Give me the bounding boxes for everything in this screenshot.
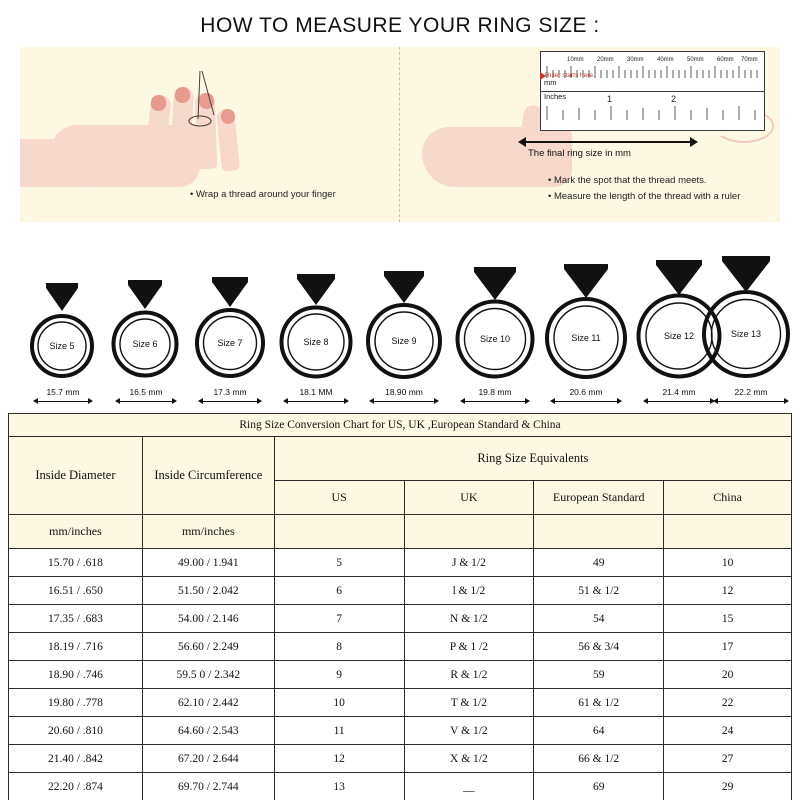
measure-bar: [198, 398, 262, 405]
unit-us-spacer: [274, 515, 404, 549]
ruler-tick-40mm: 40mm: [657, 57, 674, 63]
ring-size-label: Size 12: [663, 331, 695, 341]
cell-diameter: 19.80 / .778: [9, 689, 143, 717]
cell-china: 10: [664, 549, 792, 577]
header-china: China: [664, 481, 792, 515]
ring-mm-size-12: [643, 387, 715, 405]
cell-diameter: 22.20 / .874: [9, 773, 143, 800]
unit-eu-spacer: [534, 515, 664, 549]
ring-size-label: Size 10: [479, 334, 511, 344]
measure-bar: [643, 398, 715, 405]
cell-us: 5: [274, 549, 404, 577]
table-row: [9, 717, 792, 745]
cell-us: 9: [274, 661, 404, 689]
instruction-panels: [20, 47, 780, 222]
cell-eu: 54: [534, 605, 664, 633]
measure-bar: [33, 398, 93, 405]
cell-us: 10: [274, 689, 404, 717]
ring-size-label: Size 13: [730, 329, 762, 339]
ring-mm-text: 20.6 mm: [569, 387, 603, 397]
cell-eu: 61 & 1/2: [534, 689, 664, 717]
ruler-tick-inch-1: 1: [607, 94, 613, 104]
cell-circumference: 67.20 / 2.644: [142, 745, 274, 773]
ring-illustration-size-11: [539, 252, 633, 381]
ring-illustration-size-13: [695, 244, 797, 381]
ruler-graphic: [540, 51, 765, 131]
cell-circumference: 51.50 / 2.042: [142, 577, 274, 605]
measure-bar: [115, 398, 177, 405]
ring-svg: [360, 259, 448, 381]
panel-wrap-thread: [20, 47, 400, 222]
cell-us: 7: [274, 605, 404, 633]
cell-uk: R & 1/2: [404, 661, 534, 689]
unit-uk-spacer: [404, 515, 534, 549]
ring-mm-text: 22.2 mm: [734, 387, 768, 397]
table-caption-row: [9, 414, 792, 437]
ruler-tick-inch-2: 2: [671, 94, 677, 104]
ring-mm-text: 16.5 mm: [129, 387, 163, 397]
table-row: [9, 549, 792, 577]
cell-us: 6: [274, 577, 404, 605]
measure-bar: [283, 398, 349, 405]
cell-eu: 51 & 1/2: [534, 577, 664, 605]
ring-illustration-size-6: [105, 268, 185, 381]
table-row: [9, 633, 792, 661]
ring-size-label: Size 8: [303, 337, 329, 347]
measure-bar: [550, 398, 622, 405]
ring-mm-size-13: [713, 387, 789, 405]
cell-circumference: 62.10 / 2.442: [142, 689, 274, 717]
cell-china: 15: [664, 605, 792, 633]
ring-svg: [273, 262, 359, 381]
ring-mm-size-5: [33, 387, 93, 405]
ruler-tick-20mm: 20mm: [597, 57, 614, 63]
panel-measure-thread: [400, 47, 780, 222]
header-european-standard: European Standard: [534, 481, 664, 515]
ring-mm-size-6: [115, 387, 177, 405]
ring-svg: [105, 268, 185, 381]
cell-circumference: 54.00 / 2.146: [142, 605, 274, 633]
ring-mm-text: 19.8 mm: [478, 387, 512, 397]
cell-diameter: 16.51 / .650: [9, 577, 143, 605]
ring-mm-size-8: [283, 387, 349, 405]
ruler-start-label: Ruler starts here.: [545, 72, 595, 79]
header-inside-diameter: Inside Diameter: [9, 437, 143, 515]
instruction-left-text: • Wrap a thread around your finger: [190, 189, 336, 200]
measure-bar: [369, 398, 439, 405]
table-row: [9, 745, 792, 773]
ring-mm-size-9: [369, 387, 439, 405]
ring-size-label: Size 9: [391, 336, 417, 346]
cell-us: 8: [274, 633, 404, 661]
table-row: [9, 605, 792, 633]
cell-eu: 56 & 3/4: [534, 633, 664, 661]
ring-svg: [449, 255, 541, 381]
table-caption: Ring Size Conversion Chart for US, UK ,European Standard & China: [9, 414, 792, 437]
ring-mm-size-11: [550, 387, 622, 405]
ring-svg: [188, 265, 272, 381]
arrow-bar: [524, 141, 692, 143]
ring-size-label: Size 6: [132, 339, 158, 349]
ruler-ticks: [541, 52, 766, 132]
ring-mm-text: 15.7 mm: [46, 387, 80, 397]
cell-eu: 59: [534, 661, 664, 689]
ring-mm-text: 18.1 MM: [299, 387, 333, 397]
cell-uk: T & 1/2: [404, 689, 534, 717]
cell-eu: 49: [534, 549, 664, 577]
table-row: [9, 773, 792, 800]
cell-diameter: 15.70 / .618: [9, 549, 143, 577]
unit-china-spacer: [664, 515, 792, 549]
cell-circumference: 56.60 / 2.249: [142, 633, 274, 661]
cell-circumference: 69.70 / 2.744: [142, 773, 274, 800]
ring-mm-size-10: [460, 387, 530, 405]
header-us: US: [274, 481, 404, 515]
cell-us: 13: [274, 773, 404, 800]
table-row: [9, 577, 792, 605]
ruler-tick-60mm: 60mm: [717, 57, 734, 63]
ruler-tick-30mm: 30mm: [627, 57, 644, 63]
cell-diameter: 18.90 / .746: [9, 661, 143, 689]
header-ring-size-equivalents: Ring Size Equivalents: [274, 437, 791, 481]
cell-china: 12: [664, 577, 792, 605]
table-row: [9, 661, 792, 689]
cell-uk: X & 1/2: [404, 745, 534, 773]
header-inside-circumference: Inside Circumference: [142, 437, 274, 515]
ring-svg: [23, 271, 101, 381]
ruler-caption: The final ring size in mm: [528, 148, 631, 159]
thread-illustration: [150, 69, 270, 189]
ruler-tick-50mm: 50mm: [687, 57, 704, 63]
ruler-unit-inches: Inches: [544, 92, 567, 101]
ring-size-conversion-table: [8, 413, 792, 800]
ring-mm-row: [5, 383, 795, 405]
cell-circumference: 59.5 0 / 2.342: [142, 661, 274, 689]
cell-circumference: 49.00 / 1.941: [142, 549, 274, 577]
cell-eu: 66 & 1/2: [534, 745, 664, 773]
ring-illustration-size-9: [360, 259, 448, 381]
arrow-head-right-icon: [690, 137, 698, 147]
table-row: [9, 689, 792, 717]
cell-uk: l & 1/2: [404, 577, 534, 605]
cell-china: 24: [664, 717, 792, 745]
cell-diameter: 18.19 / .716: [9, 633, 143, 661]
cell-china: 17: [664, 633, 792, 661]
ring-size-label: Size 7: [217, 338, 243, 348]
cell-us: 11: [274, 717, 404, 745]
ruler-tick-70mm: 70mm: [741, 57, 758, 63]
cell-uk: P & 1 /2: [404, 633, 534, 661]
cell-china: 20: [664, 661, 792, 689]
instruction-right-text-2: • Measure the length of the thread with a ruler: [548, 191, 741, 202]
cell-china: 29: [664, 773, 792, 800]
unit-diameter: mm/inches: [9, 515, 143, 549]
ruler-tick-10mm: 10mm: [567, 57, 584, 63]
page-title: HOW TO MEASURE YOUR RING SIZE :: [200, 14, 600, 37]
ring-size-illustrations: [5, 236, 795, 381]
cell-circumference: 64.60 / 2.543: [142, 717, 274, 745]
ring-svg: [695, 244, 797, 381]
measure-bar: [713, 398, 789, 405]
ring-illustration-size-10: [449, 255, 541, 381]
cell-eu: 64: [534, 717, 664, 745]
ring-mm-text: 21.4 mm: [662, 387, 696, 397]
table-unit-row: [9, 515, 792, 549]
measure-bar: [460, 398, 530, 405]
cell-diameter: 20.60 / .810: [9, 717, 143, 745]
cell-china: 22: [664, 689, 792, 717]
ring-size-measure-arrow: [518, 137, 698, 147]
unit-circumference: mm/inches: [142, 515, 274, 549]
cell-uk: N & 1/2: [404, 605, 534, 633]
cell-uk: V & 1/2: [404, 717, 534, 745]
ring-illustration-size-5: [23, 271, 101, 381]
cell-eu: 69: [534, 773, 664, 800]
header-uk: UK: [404, 481, 534, 515]
cell-china: 27: [664, 745, 792, 773]
ring-illustration-size-8: [273, 262, 359, 381]
ring-mm-size-7: [198, 387, 262, 405]
cell-diameter: 21.40 / .842: [9, 745, 143, 773]
table-group-header-row: [9, 437, 792, 481]
cell-uk: J & 1/2: [404, 549, 534, 577]
instruction-right-text-1: • Mark the spot that the thread meets.: [548, 175, 707, 186]
ruler-unit-mm: mm: [544, 78, 557, 87]
ring-mm-text: 18.90 mm: [385, 387, 423, 397]
ring-svg: [539, 252, 633, 381]
ring-size-label: Size 11: [571, 333, 601, 343]
cell-uk: __: [404, 773, 534, 800]
ring-illustration-size-7: [188, 265, 272, 381]
ring-mm-text: 17.3 mm: [213, 387, 247, 397]
cell-us: 12: [274, 745, 404, 773]
ring-size-label: Size 5: [49, 341, 75, 351]
cell-diameter: 17.35 / .683: [9, 605, 143, 633]
